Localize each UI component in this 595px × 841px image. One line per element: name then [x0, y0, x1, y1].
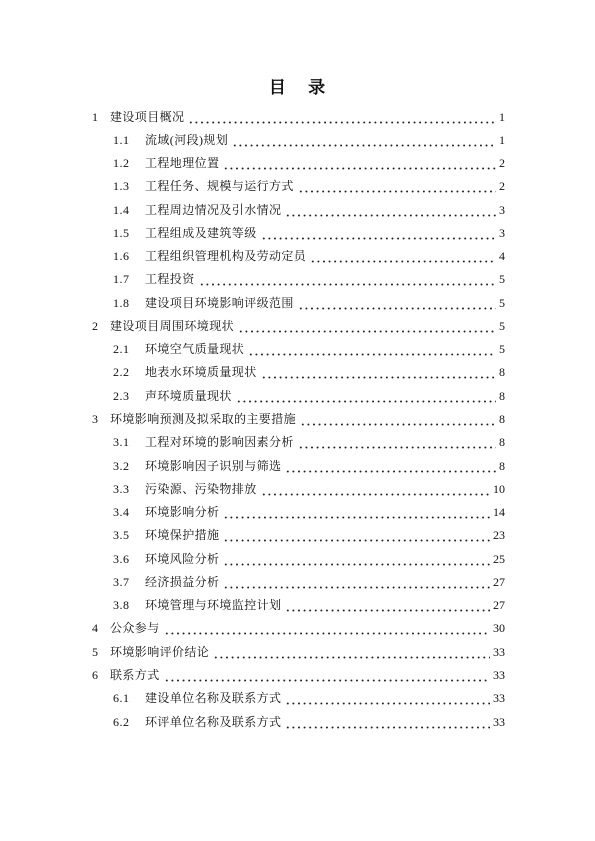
dot-leader: [236, 400, 496, 403]
toc-subentry: [113, 268, 505, 291]
toc-entry-number: 2.1: [113, 342, 130, 357]
dot-leader: [298, 190, 496, 193]
toc-entry-page: 23: [493, 528, 505, 543]
toc-entry: [92, 617, 505, 640]
toc-subentry: [113, 431, 505, 454]
toc-entry-title: 建设项目概况: [110, 109, 185, 124]
toc-subentry: [113, 571, 505, 594]
dot-leader: [188, 121, 496, 124]
toc-entry-title: 工程地理位置: [145, 156, 220, 171]
toc-entry-number: 3.8: [113, 598, 130, 613]
toc-entry-number: 1: [92, 109, 99, 124]
toc-entry-title: 声环境质量现状: [145, 388, 232, 403]
toc-entry-title: 工程任务、规模与运行方式: [145, 179, 294, 194]
toc-entry-number: 1.1: [113, 132, 130, 147]
toc-entry-page: 8: [499, 435, 505, 450]
toc-entry-title: 环评单位名称及联系方式: [145, 714, 282, 729]
toc-subentry: [113, 711, 505, 734]
dot-leader: [298, 446, 496, 449]
toc-entry-number: 3.3: [113, 481, 130, 496]
toc-entry-title: 建设项目环境影响评级范围: [145, 295, 294, 310]
toc-subentry: [113, 455, 505, 478]
dot-leader: [285, 726, 490, 729]
toc-entry-title: 环境保护措施: [145, 528, 220, 543]
dot-leader: [232, 144, 496, 147]
dot-leader: [164, 632, 490, 635]
toc-subentry: [113, 501, 505, 524]
toc-entry-page: 8: [499, 412, 505, 426]
toc-entry-page: 2: [499, 179, 505, 194]
toc-subentry: [113, 361, 505, 384]
toc-entry-page: 30: [493, 621, 505, 636]
toc-subentry: [113, 292, 505, 315]
toc-entry-page: 33: [493, 691, 505, 706]
dot-leader: [285, 214, 496, 217]
toc-entry-page: 14: [493, 505, 505, 520]
toc-entry: [92, 106, 505, 129]
toc-entry-title: 工程周边情况及引水情况: [145, 202, 282, 217]
dot-leader: [310, 260, 496, 263]
toc-entry-number: 1.5: [113, 225, 130, 240]
toc-entry-number: 3.2: [113, 458, 130, 473]
dot-leader: [213, 656, 490, 659]
toc-entry-page: 25: [493, 551, 505, 566]
toc-entry-page: 3: [499, 202, 505, 217]
toc-entry-number: 1.3: [113, 179, 130, 194]
toc-entry-page: 1: [499, 132, 505, 147]
dot-leader: [300, 423, 496, 426]
toc-entry-title: 环境空气质量现状: [145, 342, 245, 357]
toc-entry-number: 1.2: [113, 156, 130, 171]
toc-subentry: [113, 175, 505, 198]
toc-entry: [92, 664, 505, 687]
toc-entry-page: 2: [499, 156, 505, 171]
dot-leader: [199, 283, 496, 286]
toc-entry-title: 流域(河段)规划: [145, 132, 229, 147]
toc-entry-number: 3.5: [113, 528, 130, 543]
dot-leader: [261, 493, 490, 496]
dot-leader: [164, 679, 490, 682]
dot-leader: [223, 516, 490, 519]
toc-entry-page: 5: [499, 318, 505, 333]
toc-entry-number: 1.6: [113, 249, 130, 264]
toc-entry-title: 环境影响因子识别与筛选: [145, 458, 282, 473]
toc-subentry: [113, 245, 505, 268]
toc-entry-number: 3.6: [113, 551, 130, 566]
toc-entry-number: 5: [92, 644, 99, 659]
toc-entry-page: 27: [493, 598, 505, 613]
toc-entry: [92, 408, 505, 431]
toc-subentry: [113, 687, 505, 710]
toc-entry-title: 地表水环境质量现状: [145, 365, 257, 380]
toc-entry: [92, 315, 505, 338]
toc-entry-number: 6: [92, 667, 99, 682]
toc-entry-title: 环境影响评价结论: [110, 644, 210, 659]
toc-entry-title: 工程投资: [145, 272, 195, 287]
toc-entry-number: 4: [92, 621, 99, 636]
dot-leader: [223, 563, 490, 566]
toc-entry-page: 10: [493, 481, 505, 496]
dot-leader: [261, 376, 496, 379]
toc-entry-page: 33: [493, 644, 505, 659]
toc-entry-title: 环境风险分析: [145, 551, 220, 566]
toc-entry: [92, 641, 505, 664]
toc-subentry: [113, 152, 505, 175]
dot-leader: [248, 353, 496, 356]
toc-entry-number: 2.2: [113, 365, 130, 380]
toc-entry-title: 污染源、污染物排放: [145, 481, 257, 496]
toc-entry-number: 6.2: [113, 714, 130, 729]
toc-entry-title: 经济损益分析: [145, 574, 220, 589]
toc-entry-title: 工程组织管理机构及劳动定员: [145, 249, 307, 264]
toc-entry-page: 8: [499, 388, 505, 403]
toc-subentry: [113, 548, 505, 571]
dot-leader: [285, 702, 490, 705]
toc-entry-number: 3.1: [113, 435, 130, 450]
toc-entry-number: 1.4: [113, 202, 130, 217]
toc-subentry: [113, 222, 505, 245]
toc-entry-page: 5: [499, 272, 505, 287]
toc-entry-number: 1.7: [113, 272, 130, 287]
toc-entry-page: 8: [499, 365, 505, 380]
dot-leader: [261, 237, 496, 240]
toc-subentry: [113, 478, 505, 501]
toc-entry-title: 联系方式: [110, 667, 160, 682]
toc-entry-number: 2.3: [113, 388, 130, 403]
toc-subentry: [113, 385, 505, 408]
toc-entry-page: 1: [499, 109, 505, 124]
toc-entry-title: 工程组成及建筑等级: [145, 225, 257, 240]
toc-subentry: [113, 594, 505, 617]
toc-entry-page: 5: [499, 295, 505, 310]
toc-entry-page: 27: [493, 574, 505, 589]
toc-entry-page: 4: [499, 249, 505, 264]
toc-heading: 目 录: [268, 78, 327, 97]
toc-entry-page: 3: [499, 225, 505, 240]
dot-leader: [285, 609, 490, 612]
toc-entry-title: 环境管理与环境监控计划: [145, 598, 282, 613]
toc-entry-title: 环境影响预测及拟采取的主要措施: [110, 412, 297, 426]
toc-entry-page: 5: [499, 342, 505, 357]
toc-entry-page: 33: [493, 714, 505, 729]
dot-leader: [285, 470, 496, 473]
toc-entry-title: 环境影响分析: [145, 505, 220, 520]
toc-subentry: [113, 338, 505, 361]
toc-entry-title: 工程对环境的影响因素分析: [145, 435, 294, 450]
dot-leader: [298, 307, 496, 310]
toc-subentry: [113, 129, 505, 152]
toc-entry-title: 公众参与: [110, 621, 160, 636]
toc-entry-page: 8: [499, 458, 505, 473]
toc-entry-number: 3.4: [113, 505, 130, 520]
toc-subentry: [113, 199, 505, 222]
toc-entry-title: 建设项目周围环境现状: [110, 318, 235, 333]
toc-entry-number: 6.1: [113, 691, 130, 706]
toc-entry-number: 3.7: [113, 574, 130, 589]
toc-entry-number: 2: [92, 318, 99, 333]
toc-entry-number: 1.8: [113, 295, 130, 310]
toc-entry-title: 建设单位名称及联系方式: [145, 691, 282, 706]
dot-leader: [223, 539, 490, 542]
dot-leader: [238, 330, 496, 333]
toc-subentry: [113, 524, 505, 547]
toc-entry-page: 33: [493, 667, 505, 682]
dot-leader: [223, 586, 490, 589]
toc-entry-number: 3: [92, 412, 99, 426]
dot-leader: [223, 167, 496, 170]
